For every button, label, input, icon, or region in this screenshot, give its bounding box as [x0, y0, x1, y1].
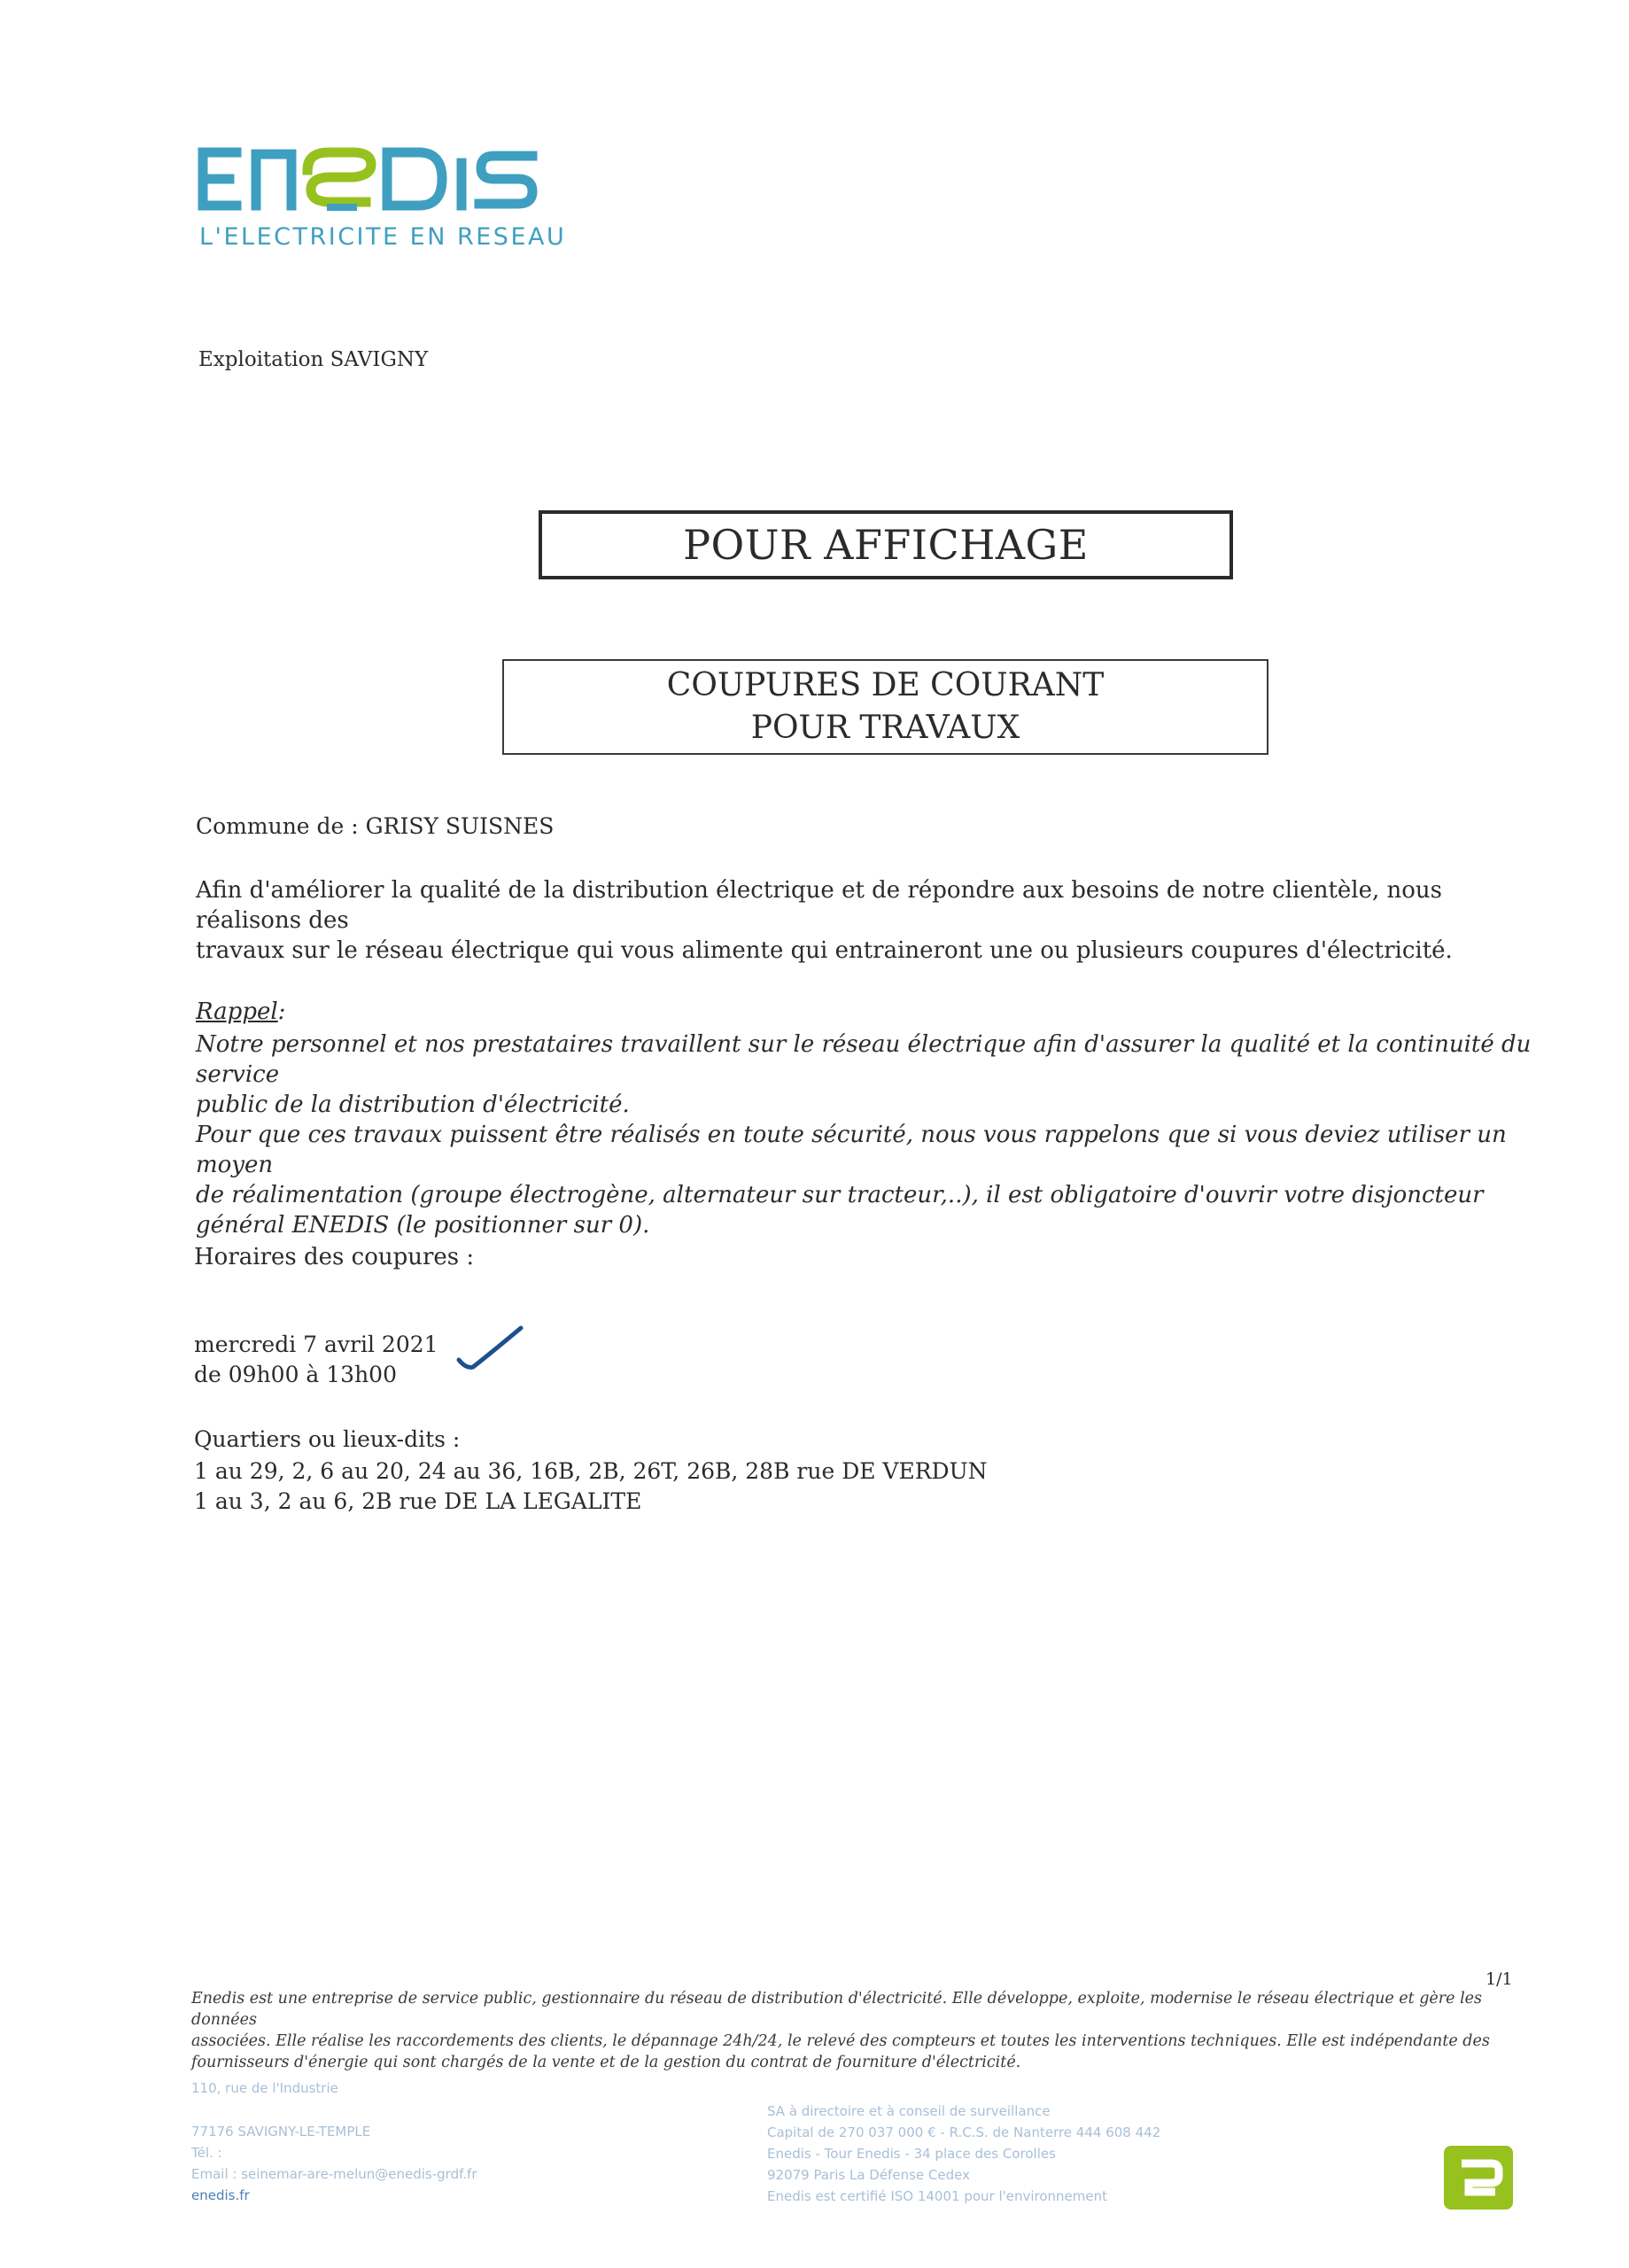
title-label: POUR AFFICHAGE — [683, 521, 1089, 569]
address-city: 77176 SAVIGNY-LE-TEMPLE — [191, 2124, 371, 2140]
enedis-logo — [198, 144, 539, 214]
corporate-line: SA à directoire et à conseil de surveillance — [767, 2103, 1051, 2119]
address-street: 110, rue de l'Industrie — [191, 2080, 338, 2096]
page-number: 1/1 — [1485, 1969, 1513, 1989]
corporate-line: 92079 Paris La Défense Cedex — [767, 2167, 970, 2183]
rappel-suffix: : — [277, 998, 286, 1025]
legal-line: associées. Elle réalise les raccordements des clients, le dépannage 24h/24, le relevé des compteurs et toutes les interventions techniques. Elle est indépendante des — [191, 2032, 1490, 2050]
outage-schedule — [194, 1330, 438, 1390]
outage-time: de 09h00 à 13h00 — [194, 1362, 397, 1387]
enedis-symbol-icon — [1442, 2144, 1515, 2211]
legal-line: Enedis est une entreprise de service public, gestionnaire du réseau de distribution d'électricité. Elle développe, exploite, modernise le réseau électrique et gère les données — [191, 1990, 1483, 2029]
subtitle-box — [502, 659, 1268, 755]
rappel-heading — [196, 998, 285, 1025]
rappel-line: Pour que ces travaux puissent être réalisés en toute sécurité, nous vous rappelons que si vous deviez utiliser un moyen — [196, 1122, 1507, 1178]
commune-line: Commune de : GRISY SUISNES — [196, 813, 555, 839]
rappel-line: de réalimentation (groupe électrogène, alternateur sur tracteur,..), il est obligatoire d'ouvrir votre disjoncteur — [196, 1182, 1484, 1208]
corporate-line: Capital de 270 037 000 € - R.C.S. de Nanterre 444 608 442 — [767, 2124, 1161, 2140]
corporate-line: Enedis - Tour Enedis - 34 place des Corolles — [767, 2146, 1056, 2162]
subtitle-line-2: POUR TRAVAUX — [750, 710, 1020, 746]
intro-line: travaux sur le réseau électrique qui vous alimente qui entraineront une ou plusieurs coupures d'électricité. — [196, 937, 1453, 964]
outage-date: mercredi 7 avril 2021 — [194, 1332, 438, 1357]
address-tel: Tél. : — [191, 2145, 222, 2161]
intro-paragraph — [196, 875, 1524, 966]
address-email: Email : seinemar-are-melun@enedis-grdf.fr — [191, 2166, 477, 2182]
legal-notice — [191, 1988, 1502, 2073]
legal-line: fournisseurs d'énergie qui sont chargés de la vente et de la gestion du contrat de fourniture d'électricité. — [191, 2054, 1021, 2071]
horaires-title: Horaires des coupures : — [194, 1244, 475, 1270]
street-item: 1 au 29, 2, 6 au 20, 24 au 36, 16B, 2B, 26T, 26B, 28B rue DE VERDUN — [194, 1458, 988, 1484]
rappel-line: Notre personnel et nos prestataires travaillent sur le réseau électrique afin d'assurer la qualité et la continuité du service — [196, 1031, 1532, 1088]
intro-line: Afin d'améliorer la qualité de la distribution électrique et de répondre aux besoins de notre clientèle, nous réalisons des — [196, 877, 1443, 934]
website-link[interactable]: enedis.fr — [191, 2187, 250, 2203]
rappel-title: Rappel — [196, 998, 278, 1025]
exploitation-label: Exploitation SAVIGNY — [198, 348, 429, 371]
address-block — [191, 2121, 477, 2206]
quartiers-title: Quartiers ou lieux-dits : — [194, 1426, 461, 1452]
corporate-line: Enedis est certifié ISO 14001 pour l'environnement — [767, 2188, 1108, 2204]
title-box — [539, 510, 1233, 579]
streets-list — [194, 1456, 988, 1517]
rappel-line: général ENEDIS (le positionner sur 0). — [196, 1212, 650, 1239]
rappel-paragraph — [196, 1029, 1542, 1240]
corporate-info — [767, 2101, 1160, 2207]
subtitle-line-1: COUPURES DE COURANT — [666, 667, 1105, 703]
rappel-line: public de la distribution d'électricité. — [196, 1091, 630, 1118]
handwritten-check-mark-icon — [454, 1323, 526, 1374]
street-item: 1 au 3, 2 au 6, 2B rue DE LA LEGALITE — [194, 1488, 642, 1514]
brand-tagline: L'ELECTRICITE EN RESEAU — [199, 223, 567, 251]
